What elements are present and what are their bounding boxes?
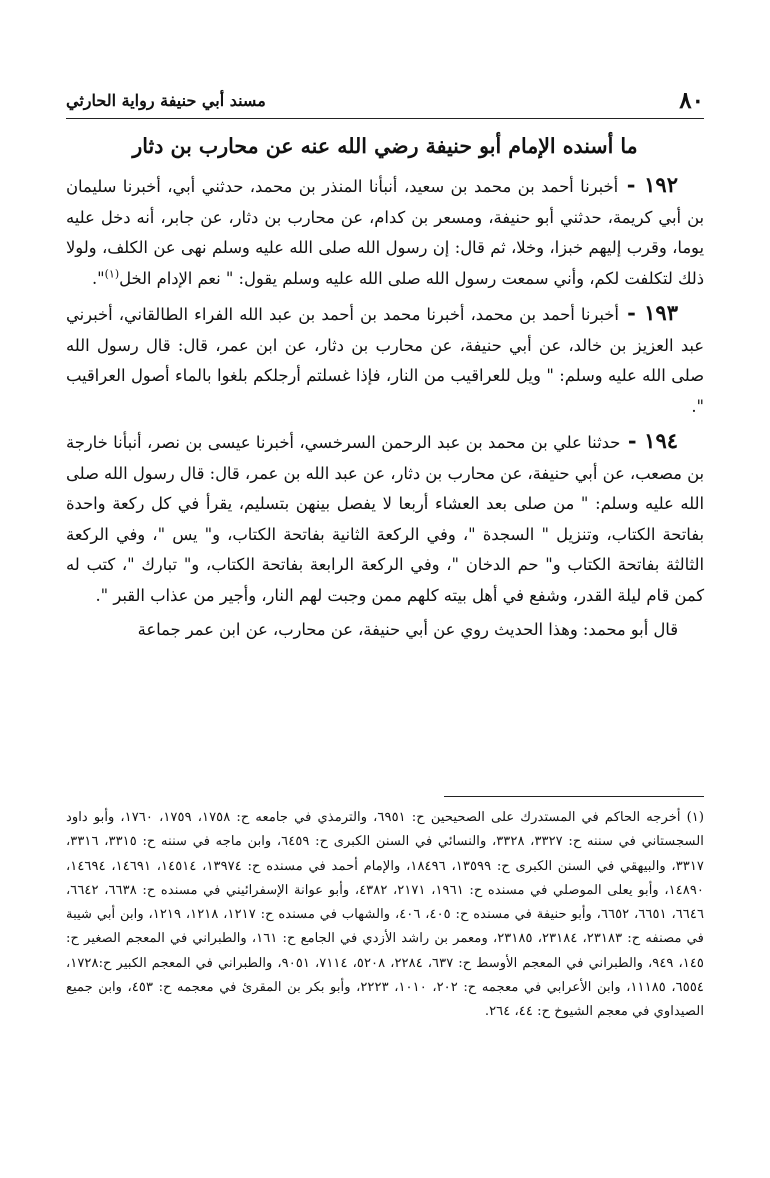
hadith-text: أخبرنا أحمد بن محمد، أخبرنا محمد بن أحمد بن عبد الله الفراء الطالقاني، أخبرني عبد العزيز بن خالد، عن أبي حنيفة، عن محارب بن دثار، عن ابن عمر، قال: قال رسول الله صلى الله عليه وسلم: " ويل للعراقيب من النار، فإذا غسلتم أرجلكم بلغوا بالماء أصول العراقيب ". (66, 305, 704, 416)
main-text (66, 170, 704, 646)
hadith-text: أخبرنا أحمد بن محمد بن سعيد، أنبأنا المنذر بن محمد، حدثني أبي، أخبرنا سليمان بن أبي كريمة، حدثني أبو حنيفة، ومسعر بن كدام، عن محارب بن دثار، عن جابر، أنه دخل عليه يوما، وقرب إليهم خبزا، وخلا، ثم قال: إن رسول الله صلى الله عليه وسلم نهى عن الكلف، ولولا ذلك لتكلفت لكم، وأني سمعت رسول الله صلى الله عليه وسلم يقول: " نعم الإدام الخل (66, 177, 704, 288)
footnote-divider (444, 796, 704, 797)
hadith-number: ١٩٣ (644, 300, 678, 325)
footnotes (66, 806, 704, 1025)
running-title: مسند أبي حنيفة رواية الحارثي (66, 91, 266, 110)
page-header (66, 84, 704, 119)
chapter-heading: ما أسنده الإمام أبو حنيفة رضي الله عنه عن محارب بن دثار (132, 134, 638, 158)
footnote-reference: (١) (104, 267, 120, 281)
footnote: (١) أخرجه الحاكم في المستدرك على الصحيحين ح: ٦٩٥١، والترمذي في جامعه ح: ١٧٥٨، ١٧٥٩، ١٧٦٠، وأبو داود السجستاني في سننه ح: ٣٣٢٧، ٣٣٢٨، والنسائي في السنن الكبرى ح: ٦٤٥٩، وابن ماجه في سننه ح: ٣٣١٥، ٣٣١٦، ٣٣١٧، والبيهقي في السنن الكبرى ح: ١٣٥٩٩، ١٨٤٩٦، والإمام أحمد في مسنده ح: ١٣٩٧٤، ١٤٥١٤، ١٤٦٩١، ١٤٦٩٤، ١٤٨٩٠، وأبو يعلى الموصلي في مسنده ح: ١٩٦١، ٢١٧١، ٤٣٨٢، وأبو عوانة الإسفرائيني في مسنده ح: ٦٦٣٨، ٦٦٤٢، ٦٦٤٦، ٦٦٥١، ٦٦٥٢، وأبو حنيفة في مسنده ح: ٤٠٥، ٤٠٦، والشهاب في مسنده ح: ١٢١٧، ١٢١٨، ١٢١٩، وابن أبي شيبة في مصنفه ح: ٢٣١٨٣، ٢٣١٨٤، ٢٣١٨٥، ومعمر بن راشد الأزدي في الجامع ح: ١٦١، والطبراني في المعجم الصغير ح: ١٤٥، ٩٤٩، والطبراني في المعجم الأوسط ح: ٦٣٧، ٢٢٨٤، ٥٢٠٨، ٧١١٤، ٩٠٥١، والطبراني في المعجم الكبير ح:١٧٢٨، ٦٥٥٤، ١١١٨٥، وابن الأعرابي في معجمه ح: ٢٠٢، ١٠١٠، ٢٢٢٣، وأبو بكر بن المقرئ في معجمه ح: ٤٥٣، وابن جميع الصيداوي في معجم الشيوخ ح: ٤٤، ٢٦٤. (66, 810, 705, 1020)
hadith-paragraph: ١٩٤ - حدثنا علي بن محمد بن عبد الرحمن السرخسي، أخبرنا عيسى بن نصر، أنبأنا خارجة بن مصعب، عن أبي حنيفة، عن محارب بن دثار، عن عبد الله بن عمر، قال: قال رسول الله صلى الله عليه وسلم: " من صلى بعد العشاء أربعا لا يفصل بينهن بتسليم، يقرأ في كل ركعة واحدة بفاتحة الكتاب، وتنزيل " السجدة "، وفي الركعة الثانية بفاتحة الكتاب، و" يس "، وفي الركعة الثالثة بفاتحة الكتاب و" حم الدخان "، وفي الركعة الرابعة بفاتحة الكتاب، و" تبارك "، كتب له كمن قام ليلة القدر، وشفع في أهل بيته كلهم ممن وجبت لهم النار، وأجير من عذاب القبر ". (66, 428, 704, 605)
hadith-number: ١٩٤ (644, 428, 679, 453)
closing-paragraph: قال أبو محمد: وهذا الحديث روي عن أبي حنيفة، عن محارب، عن ابن عمر جماعة (137, 620, 678, 639)
hadith-paragraph: ١٩٢ - أخبرنا أحمد بن محمد بن سعيد، أنبأنا المنذر بن محمد، حدثني أبي، أخبرنا سليمان بن أبي كريمة، حدثني أبو حنيفة، ومسعر بن كدام، عن محارب بن دثار، عن جابر، أنه دخل عليه يوما، وقرب إليهم خبزا، وخلا، ثم قال: إن رسول الله صلى الله عليه وسلم نهى عن الكلف، ولولا ذلك لتكلفت لكم، وأني سمعت رسول الله صلى الله عليه وسلم يقول: " نعم الإدام الخل$^{(١)}$". (66, 172, 704, 288)
hadith-text-end: ". (91, 268, 105, 288)
hadith-number: ١٩٢ (644, 172, 678, 197)
hadith-paragraph: ١٩٣ - أخبرنا أحمد بن محمد، أخبرنا محمد بن أحمد بن عبد الله الفراء الطالقاني، أخبرني عبد العزيز بن خالد، عن أبي حنيفة، عن محارب بن دثار، عن ابن عمر، قال: قال رسول الله صلى الله عليه وسلم: " ويل للعراقيب من النار، فإذا غسلتم أرجلكم بلغوا بالماء أصول العراقيب ". (66, 300, 704, 416)
page-number: ٨٠ (679, 87, 704, 114)
hadith-text: حدثنا علي بن محمد بن عبد الرحمن السرخسي، أخبرنا عيسى بن نصر، أنبأنا خارجة بن مصعب، عن أبي حنيفة، عن محارب بن دثار، عن عبد الله بن عمر، قال: قال رسول الله صلى الله عليه وسلم: " من صلى بعد العشاء أربعا لا يفصل بينهن بتسليم، يقرأ في كل ركعة واحدة بفاتحة الكتاب، وتنزيل " السجدة "، وفي الركعة الثانية بفاتحة الكتاب، و" يس "، وفي الركعة الثالثة بفاتحة الكتاب و" حم الدخان "، وفي الركعة الرابعة بفاتحة الكتاب، و" تبارك "، كتب له كمن قام ليلة القدر، وشفع في أهل بيته كلهم ممن وجبت لهم النار، وأجير من عذاب القبر ". (66, 433, 704, 605)
